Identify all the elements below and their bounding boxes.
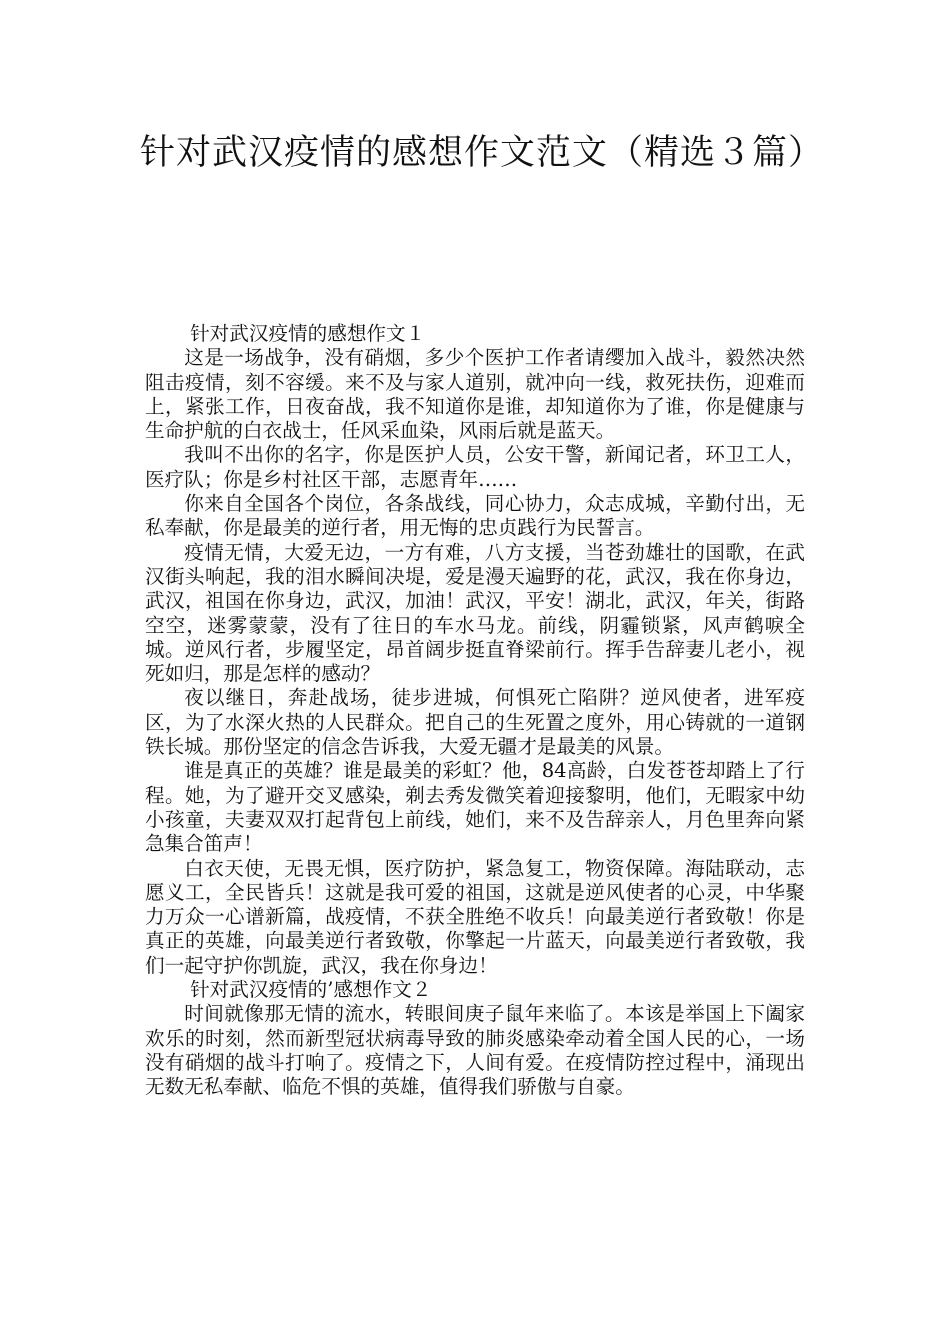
paragraph: 谁是真正的英雄？谁是最美的彩虹？他，84高龄，白发苍苍却踏上了行程。她，为了避开交叉感染，剃去秀发微笑着迎接黎明，他们，无暇家中幼小孩童，夫妻双双打起背包上前线，她们，来不及告辞亲人，月色里奔向紧急集合笛声！ bbox=[145, 759, 805, 856]
paragraph: 我叫不出你的名字，你是医护人员，公安干警，新闻记者，环卫工人，医疗队；你是乡村社区干部，志愿青年…… bbox=[145, 443, 805, 491]
paragraph: 时间就像那无情的流水，转眼间庚子鼠年来临了。本该是举国上下阖家欢乐的时刻，然而新型冠状病毒导致的肺炎感染牵动着全国人民的心，一场没有硝烟的战斗打响了。疫情之下，人间有爱。在疫情防控过程中，涌现出无数无私奉献、临危不惧的英雄，值得我们骄傲与自豪。 bbox=[145, 1002, 805, 1099]
paragraph: 这是一场战争，没有硝烟，多少个医护工作者请缨加入战斗，毅然决然阻击疫情，刻不容缓。来不及与家人道别，就冲向一线，救死扶伤，迎难而上，紧张工作，日夜奋战，我不知道你是谁，却知道你为了谁，你是健康与生命护航的白衣战士，任风采血染，风雨后就是蓝天。 bbox=[145, 346, 805, 443]
document-body bbox=[145, 322, 805, 1100]
paragraph: 疫情无情，大爱无边，一方有难，八方支援，当苍劲雄壮的国歌，在武汉街头响起，我的泪水瞬间决堤，爱是漫天遍野的花，武汉，我在你身边，武汉，祖国在你身边，武汉，加油！武汉，平安！湖北，武汉，年关，街路空空，迷雾蒙蒙，没有了往日的车水马龙。前线，阴霾锁紧，风声鹤唳全城。逆风行者，步履坚定，昂首阔步挺直脊梁前行。挥手告辞妻儿老小，视死如归，那是怎样的感动？ bbox=[145, 540, 805, 686]
paragraph: 你来自全国各个岗位，各条战线，同心协力，众志成城，辛勤付出，无私奉献，你是最美的逆行者，用无悔的忠贞践行为民誓言。 bbox=[145, 492, 805, 540]
paragraph: 白衣天使，无畏无惧，医疗防护，紧急复工，物资保障。海陆联动，志愿义工，全民皆兵！这就是我可爱的祖国，这就是逆风使者的心灵，中华聚力万众一心谱新篇，战疫情，不获全胜绝不收兵！向最美逆行者致敬！你是真正的英雄，向最美逆行者致敬，你擎起一片蓝天，向最美逆行者致敬，我们一起守护你凯旋，武汉，我在你身边！ bbox=[145, 856, 805, 977]
paragraph: 夜以继日，奔赴战场，徒步进城，何惧死亡陷阱？逆风使者，进军疫区，为了水深火热的人民群众。把自己的生死置之度外，用心铸就的一道钢铁长城。那份坚定的信念告诉我，大爱无疆才是最美的风景。 bbox=[145, 686, 805, 759]
document-title: 针对武汉疫情的感想作文范文（精选３篇） bbox=[140, 133, 825, 173]
section-heading-2: 针对武汉疫情的’感想作文２ bbox=[190, 978, 432, 1002]
section-heading-1: 针对武汉疫情的感想作文１ bbox=[190, 322, 426, 345]
